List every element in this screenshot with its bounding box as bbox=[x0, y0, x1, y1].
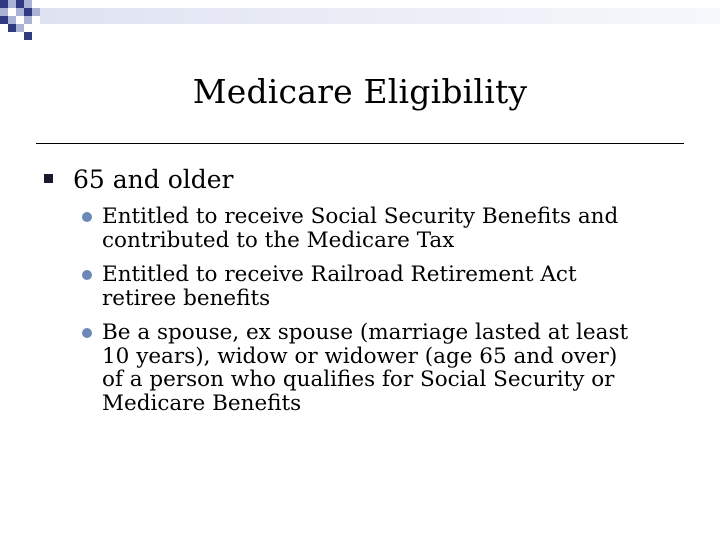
sub-bullet-text-line: Medicare Benefits bbox=[102, 390, 302, 416]
sub-bullet-text-line: Be a spouse, ex spouse (marriage lasted at least bbox=[102, 320, 629, 345]
sub-bullet-item bbox=[80, 263, 680, 310]
sub-bullet-text-line: contributed to the Medicare Tax bbox=[102, 227, 455, 253]
slide-title: Medicare Eligibility bbox=[192, 72, 528, 111]
sub-bullet-item bbox=[80, 205, 680, 252]
sub-bullet-text-line: 10 years), widow or widower (age 65 and over) bbox=[102, 343, 618, 369]
round-bullet-icon bbox=[82, 212, 92, 222]
square-bullet-icon bbox=[44, 174, 53, 183]
sub-bullet-list bbox=[80, 205, 680, 426]
sub-bullet-text-line: retiree benefits bbox=[102, 285, 271, 311]
title-divider bbox=[36, 143, 684, 144]
checkered-pattern-icon bbox=[0, 0, 720, 40]
sub-bullet-item bbox=[80, 321, 680, 415]
round-bullet-icon bbox=[82, 328, 92, 338]
sub-bullet-text-line: Entitled to receive Social Security Benefits and bbox=[102, 204, 619, 229]
main-bullet-text: 65 and older bbox=[73, 165, 234, 194]
decorative-corner-band bbox=[0, 0, 720, 40]
sub-bullet-text-line: Entitled to receive Railroad Retirement Act bbox=[102, 262, 577, 287]
round-bullet-icon bbox=[82, 270, 92, 280]
sub-bullet-text-line: of a person who qualifies for Social Security or bbox=[102, 367, 615, 392]
